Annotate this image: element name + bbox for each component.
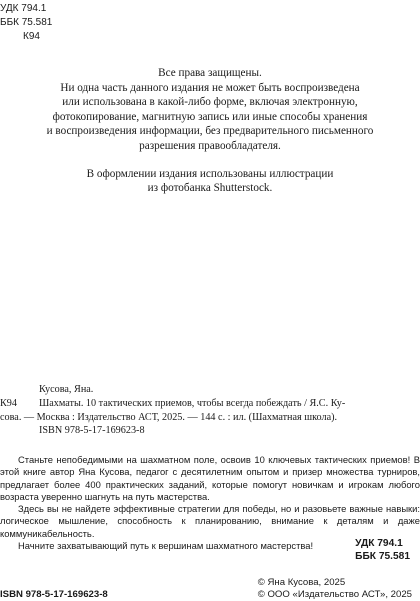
rights-notice (0, 66, 420, 196)
record-description-line: сова. — Москва : Издательство АСТ, 2025. — 144 с. : ил. (Шахматная школа). (0, 411, 338, 423)
bbk-code: ББК 75.581 (0, 17, 53, 28)
rights-line: и воспроизведения информации, без предварительного письменного (46, 125, 374, 138)
footer-udk: УДК 794.1 (355, 538, 403, 549)
rights-reserved: Все права защищены. (158, 67, 262, 79)
annotation-paragraph: Станьте непобедимыми на шахматном поле, освоив 10 ключевых тактических приемов! В этой книге автор Яна Кусова, педагог с десятилетним опытом и призер множества турниров, предлагает более 400 практических заданий, которые помогут новичкам и игрокам любого возраста уверенно шагнуть на путь мастерства. (0, 454, 420, 502)
record-author: Кусова, Яна. (39, 384, 94, 395)
footer-classification (355, 537, 410, 563)
record-description (0, 397, 420, 411)
copyright-publisher: © ООО «Издательство АСТ», 2025 (257, 589, 412, 600)
rights-line: или использована в какой-либо форме, включая электронную, (62, 96, 358, 109)
illustrations-line: В оформлении издания использованы иллюстрации (86, 167, 334, 180)
copyright-author: © Яна Кусова, 2025 (257, 577, 346, 588)
author-mark: К94 (23, 31, 40, 42)
udk-code: УДК 794.1 (0, 3, 47, 14)
footer-bbk: ББК 75.581 (355, 551, 410, 562)
rights-line: фотокопирование, магнитную запись или иные способы хранения (52, 110, 368, 123)
record-description-line: Шахматы. 10 тактических приемов, чтобы всегда побеждать / Я.С. Ку- (39, 397, 346, 409)
bibliographic-record (0, 383, 420, 438)
rights-line: Ни одна часть данного издания не может быть воспроизведена (60, 81, 360, 94)
footer-isbn: ISBN 978-5-17-169623-8 (0, 589, 108, 600)
illustrations-line: из фотобанка Shutterstock. (147, 182, 273, 195)
copyright-block (258, 577, 412, 601)
record-author-mark: К94 (0, 397, 17, 409)
rights-line: разрешения правообладателя. (139, 139, 281, 152)
record-isbn: ISBN 978-5-17-169623-8 (39, 425, 145, 437)
classification-codes (0, 2, 52, 44)
annotation-paragraph: Начните захватывающий путь к вершинам шахматного мастерства! (18, 540, 314, 552)
annotation-paragraph: Здесь вы не найдете эффективные стратегии для победы, но и разовьете важные навыки: логическое мышление, способность к планированию, внимание к деталям и даже коммуникабельность. (0, 503, 420, 539)
